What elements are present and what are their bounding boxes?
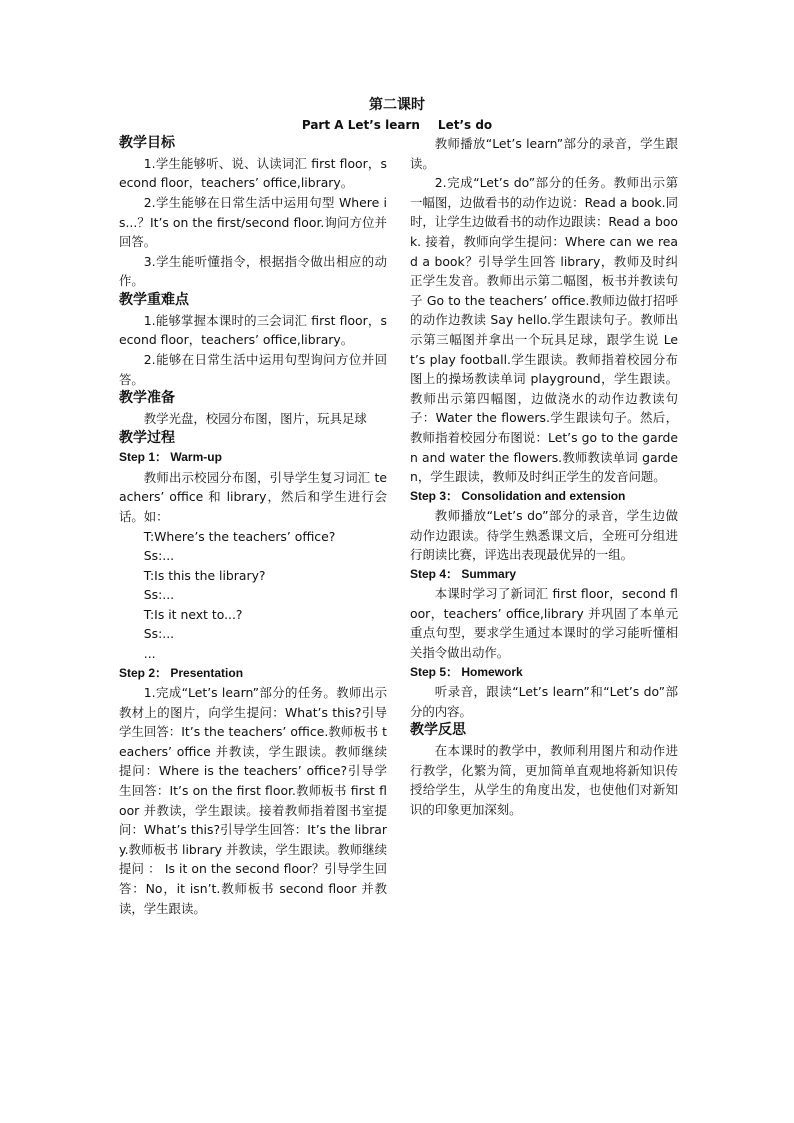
goal-1: 1.学生能够听、说、认读词汇 first floor，second floor，teachers’ office,library。 [119,155,387,191]
step2-continued-text: 教师播放“Let’s learn”部分的录音，学生跟读。 [410,136,678,171]
right-column [410,134,678,819]
step1-heading: Step 1： Warm-up [119,450,222,465]
reflection-heading: 教学反思 [410,722,466,739]
step5-heading: Step 5： Homework [410,664,523,679]
dialog-line: Ss:... [143,548,175,564]
dialog-line: ... [143,646,156,662]
dialog-line: T:Is this the library? [143,567,266,583]
step2-text: 1.完成“Let’s learn”部分的任务。教师出示教材上的图片，向学生提问：What’s this?引导学生回答：It’s the teachers’ office.教师板书 teachers’ office 并教读，学生跟读。教师继续提问：Where is the teachers’ office?引导学生回答：It’s on the first floor.教师板书 first floor 并教读，学生跟读。接着教师指着图书室提问：What’s this?引导学生回答：It’s the library.教师板书 library 并教读，学生跟读。教师继续提问 ： Is it on the second floor？引导学生回答：No，it isn’t.教师板书 second floor 并教读，学生跟读。 [119,685,387,916]
dialog-line: T:Is it next to...? [143,606,243,622]
preparation-text: 教学光盘，校园分布图，图片，玩具足球 [143,410,367,426]
step4-heading: Step 4： Summary [410,566,517,581]
dialog-line: Ss:... [143,626,175,642]
goal-3: 3.学生能听懂指令，根据指令做出相应的动作。 [119,253,387,289]
step2-heading: Step 2： Presentation [119,665,244,680]
lesson-subtitle [0,116,794,134]
page-title: 第二课时 [369,97,425,113]
process-heading: 教学过程 [119,429,175,446]
key-point-1: 1.能够掌握本课时的三会词汇 first floor，second floor，teachers’ office,library。 [119,312,387,348]
goal-2: 2.学生能够在日常生活中运用句型 Where is...？It’s on the first/second floor.询问方位并回答。 [119,194,387,250]
subtitle-part: Part A Let’s learn [301,118,420,132]
step2-task2-text: 2.完成“Let’s do”部分的任务。教师出示第一幅图，边做看书的动作边说：Read a book.同时，让学生边做看书的动作边跟读：Read a book. 接着，教师向学生提问：Where can we read a book？引导学生回答 library，教师及时纠正学生发音。教师出示第二幅图，板书并教读句子 Go to the teachers’ office.教师边做打招呼的动作边教读 Say hello.学生跟读句子。教师出示第三幅图并拿出一个玩具足球，跟学生说 Let’s play football.学生跟读。教师指着校园分布图上的操场教读单词 playground，学生跟读。教师出示第四幅图，边做浇水的动作边教读句子：Water the flowers.学生跟读句子。然后，教师指着校园分布图说：Let’s go to the garden and water the flowers.教师教读单词 garden，学生跟读，教师及时纠正学生的发音问题。 [410,175,678,485]
preparation-heading: 教学准备 [119,390,175,407]
step3-text: 教师播放“Let’s do”部分的录音，学生边做动作边跟读。待学生熟悉课文后，全班可分组进行朗读比赛，评选出表现最优异的一组。 [410,508,678,563]
step1-text: 教师出示校园分布图，引导学生复习词汇 teachers’ office 和 library，然后和学生进行会话。如： [119,469,387,524]
step5-text: 听录音，跟读“Let’s learn”和“Let’s do”部分的内容。 [410,684,678,719]
step3-heading: Step 3： Consolidation and extension [410,488,626,503]
step4-text: 本课时学习了新词汇 first floor，second floor，teachers’ office,library 并巩固了本单元重点句型，要求学生通过本课时的学习能听懂相关指令做出动作。 [410,586,678,661]
dialog-line: T:Where’s the teachers’ office? [143,528,336,544]
key-points-heading: 教学重难点 [119,291,189,308]
reflection-text: 在本课时的教学中，教师利用图片和动作进行教学，化繁为简，更加简单直观地将新知识传授给学生，从学生的角度出发，也使他们对新知识的印象更加深刻。 [410,743,678,817]
goals-heading: 教学目标 [119,135,175,151]
subtitle-part2: Let’s do [437,118,493,132]
dialog-line: Ss:... [143,587,175,603]
key-point-2: 2.能够在日常生活中运用句型询问方位并回答。 [119,351,387,387]
left-column [119,134,387,918]
